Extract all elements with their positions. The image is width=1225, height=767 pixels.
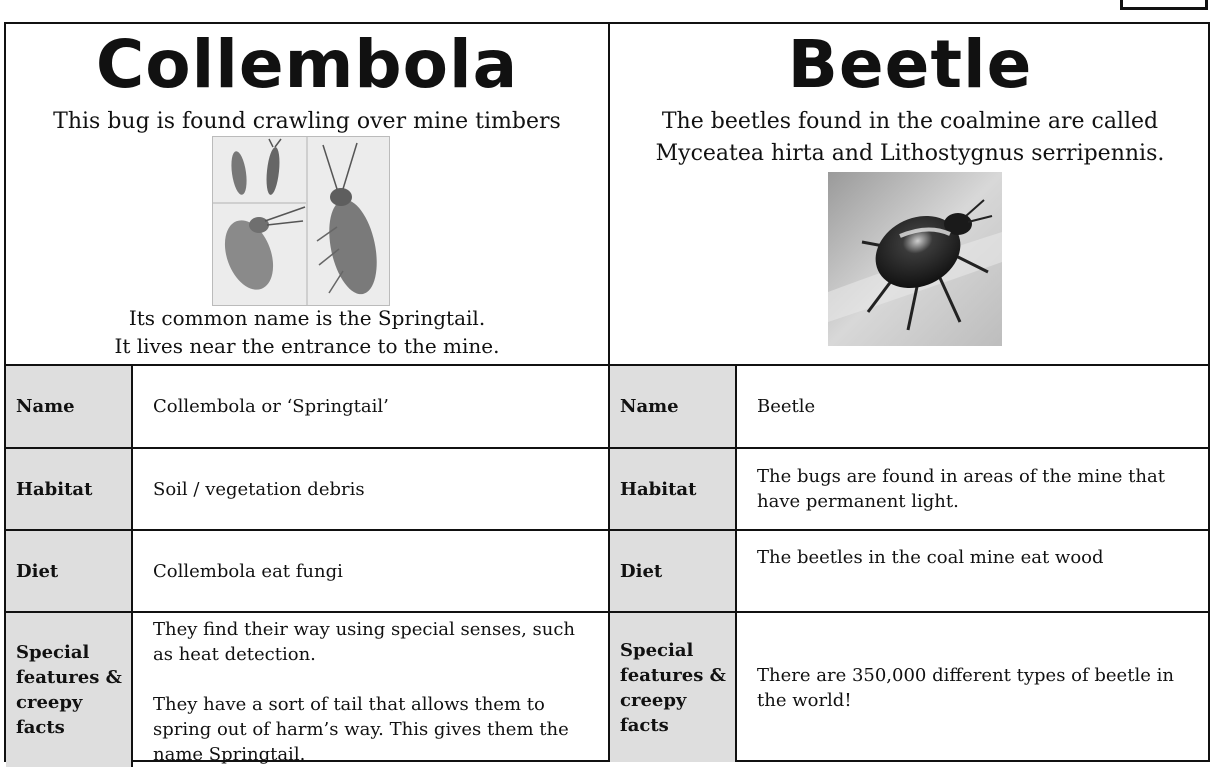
beetle-lead-line2: Myceatea hirta and Lithostygnus serripennis. [655,141,1165,166]
table-row [6,612,608,767]
special-para-2: They have a sort of tail that allows them to spring out of harm’s way. This gives them the name Springtail. [153,694,569,765]
table-row [6,530,608,612]
row-label-name: Name [610,366,736,448]
row-label-diet: Diet [610,530,736,612]
paragraph-gap [153,667,600,692]
row-label-special [6,612,132,767]
springtail-image [213,137,390,306]
beetle-column [608,24,1210,760]
collembola-foot-line2: It lives near the entrance to the mine. [114,334,500,358]
springtail-photo-collage [212,136,390,306]
beetle-header [610,24,1210,366]
corner-box [1120,0,1208,10]
table-row [610,366,1210,448]
row-value-name: Beetle [736,366,1210,448]
special-label-line: creepy facts [16,692,83,738]
collembola-header [6,24,608,366]
beetle-lead-line1: The beetles found in the coalmine are called [661,109,1159,134]
row-label-habitat: Habitat [610,448,736,530]
special-label-line: Special [620,639,694,661]
collembola-title: Collembola [95,26,519,103]
row-value-name: Collembola or ‘Springtail’ [132,366,608,448]
row-label-name: Name [6,366,132,448]
collembola-lead: This bug is found crawling over mine timbers [53,109,561,134]
special-label-line: creepy facts [620,689,687,736]
beetle-image [828,172,1002,346]
table-row [6,366,608,448]
special-para-1: They find their way using special senses, such as heat detection. [153,619,576,665]
beetle-lead [610,106,1210,170]
row-label-diet: Diet [6,530,132,612]
special-label-line: features & [16,667,122,688]
collembola-foot-line1: Its common name is the Springtail. [128,306,486,330]
row-value-habitat: The bugs are found in areas of the mine that have permanent light. [736,448,1210,530]
beetle-facts-table [610,366,1210,762]
row-value-special: There are 350,000 different types of beetle in the world! [757,664,1174,711]
row-value-diet: Collembola eat fungi [132,530,608,612]
table-row [6,448,608,530]
beetle-photo [828,172,1002,346]
row-label-habitat: Habitat [6,448,132,530]
collembola-column [6,24,608,765]
collembola-footnote [6,304,608,360]
fact-sheet [4,22,1210,765]
table-row [610,530,1210,612]
special-label-line: Special [16,642,90,663]
row-value-diet: The beetles in the coal mine eat wood [736,530,1210,612]
beetle-title: Beetle [787,26,1033,103]
row-value-special [132,612,608,767]
table-row [610,612,1210,762]
row-value-habitat: Soil / vegetation debris [132,448,608,530]
row-label-special [610,612,736,762]
collembola-facts-table [6,366,608,767]
special-label-line: features & [620,664,726,686]
table-row [610,448,1210,530]
